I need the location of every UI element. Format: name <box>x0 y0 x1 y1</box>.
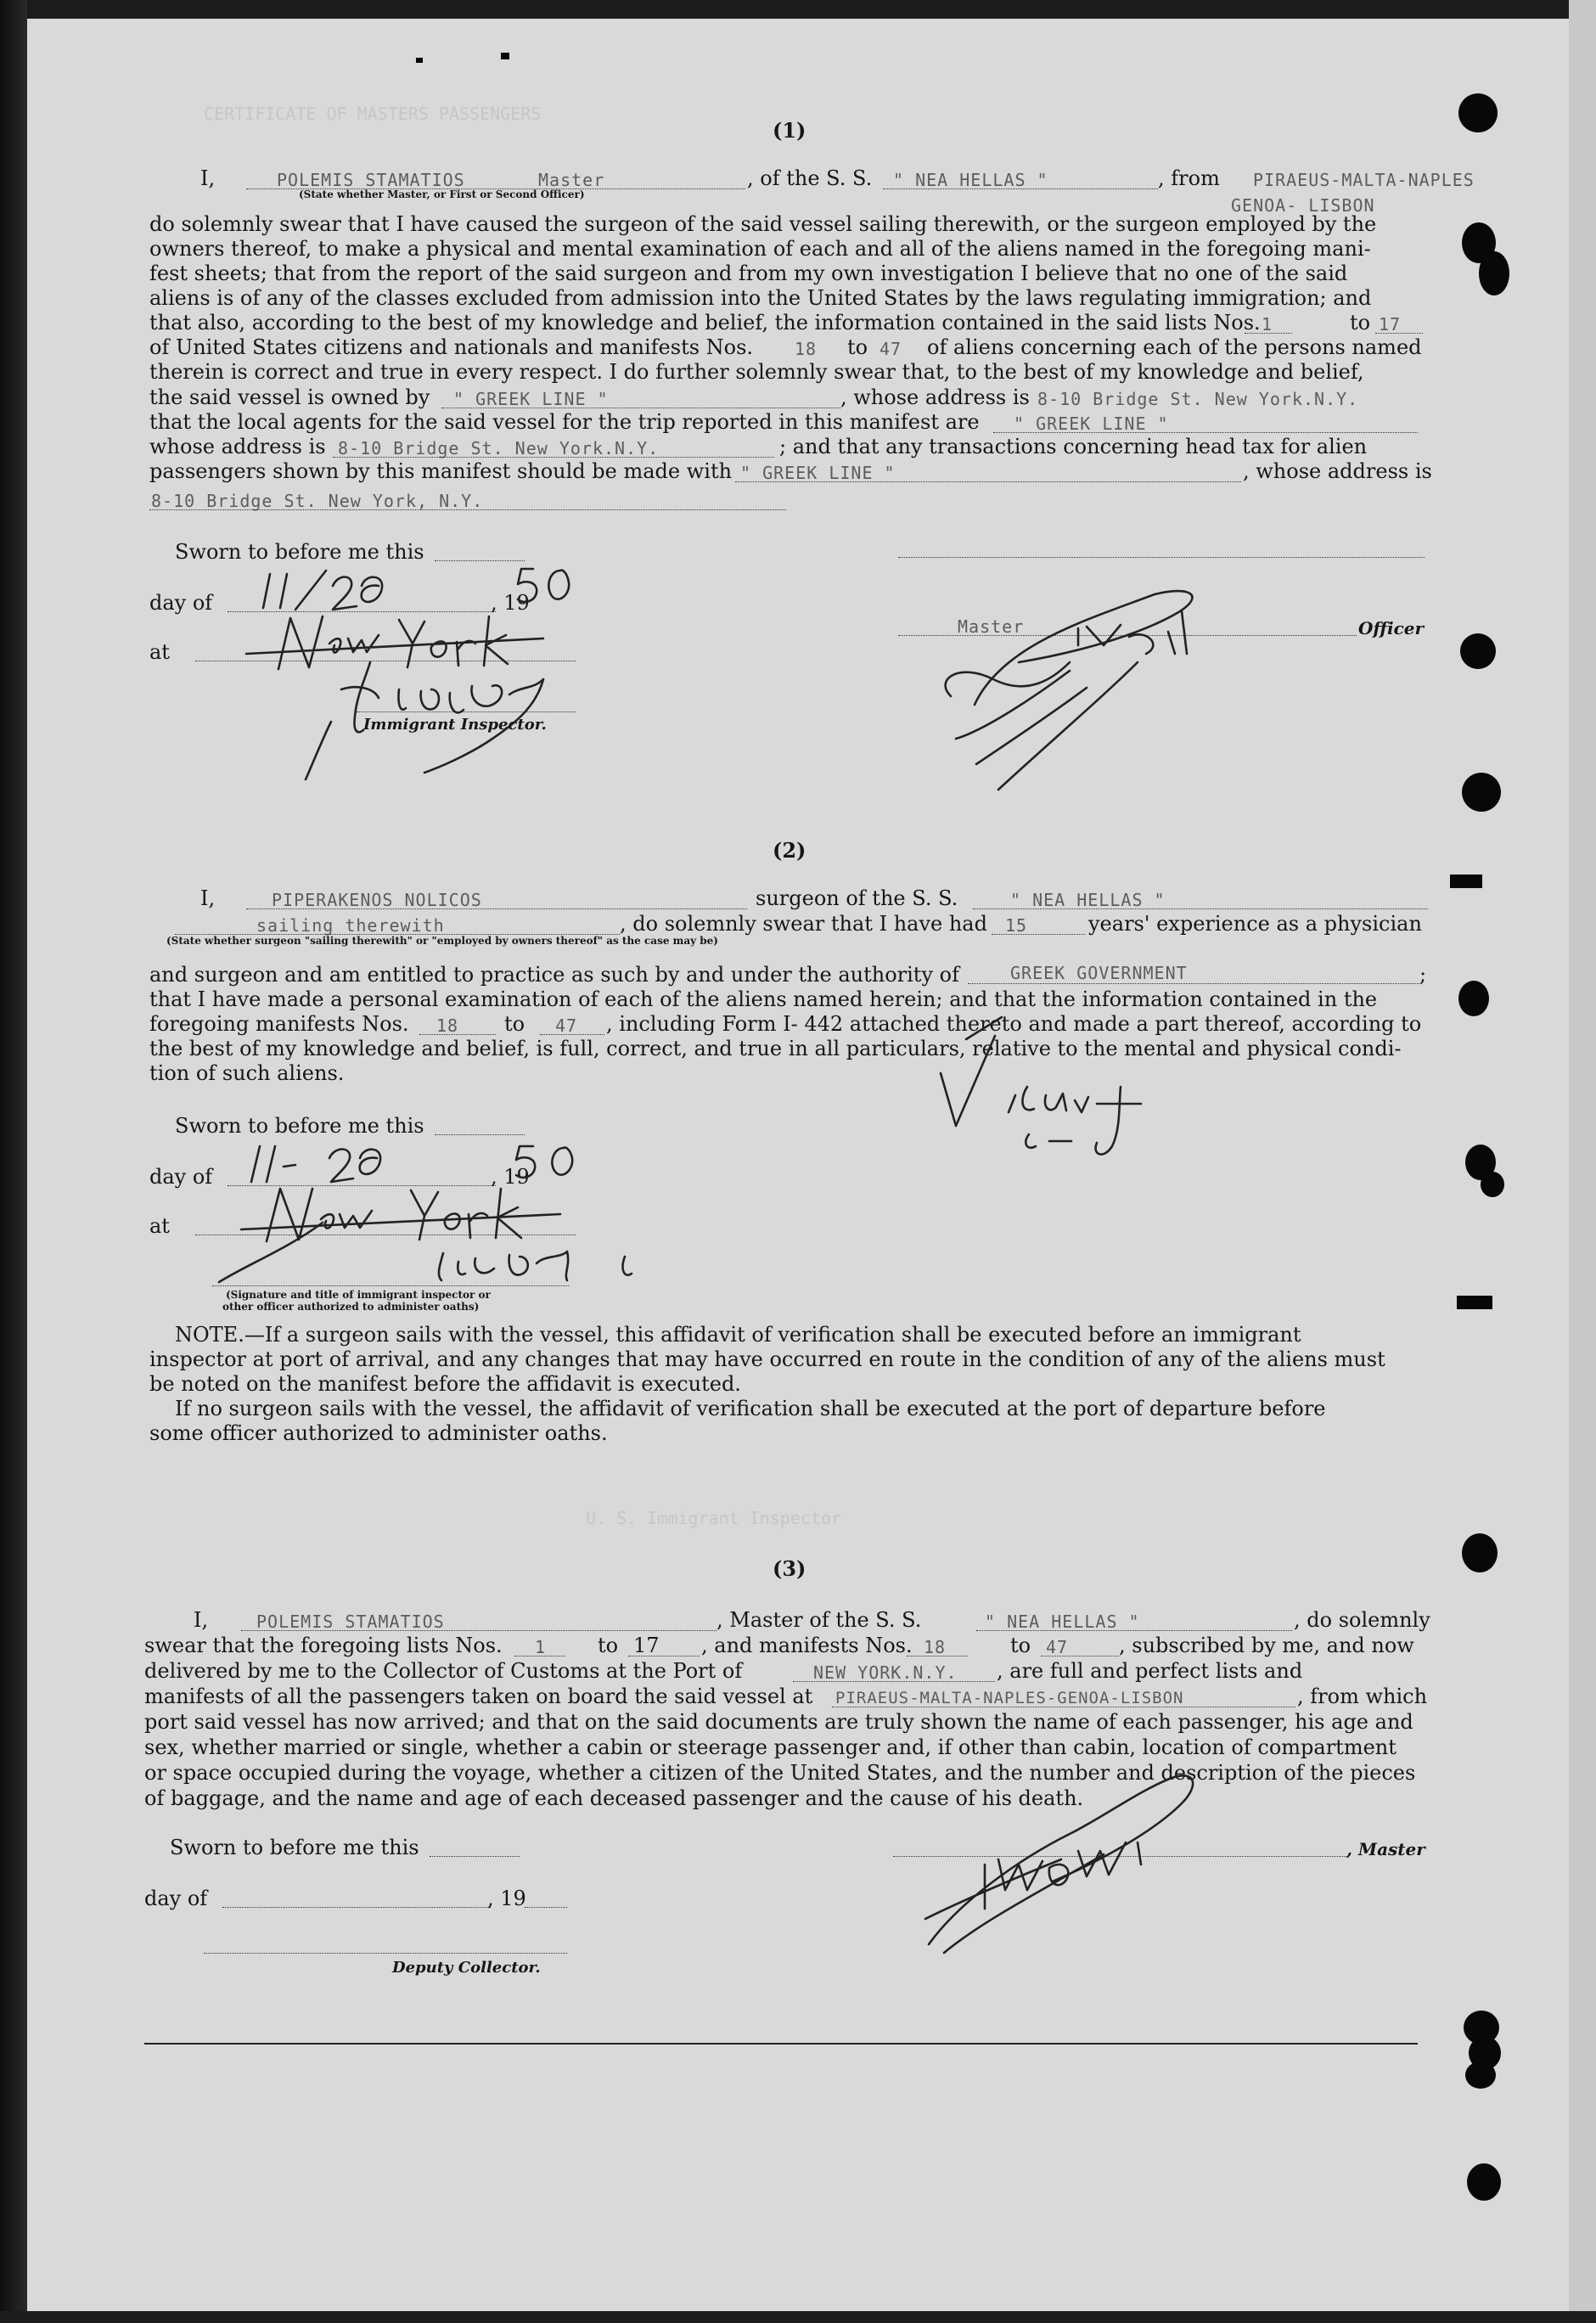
manifests-from-field: 18 <box>795 339 818 359</box>
paragraph-line: or space occupied during the voyage, whether a citizen of the United States, and the number and description of the pieces <box>144 1761 1416 1785</box>
officer-caption: Officer <box>1358 618 1425 638</box>
from-ports-field-2: GENOA- LISBON <box>1231 195 1375 216</box>
sailing-status-field: sailing therewith <box>256 915 445 936</box>
surgeon-signature <box>941 1036 1141 1155</box>
paragraph-line: years' experience as a physician <box>1088 912 1422 936</box>
note-line: be noted on the manifest before the affidavit is executed. <box>149 1372 741 1396</box>
manifests-to-field: 47 <box>555 1015 578 1036</box>
sworn-label: Sworn to before me this <box>170 1836 419 1859</box>
headtax-address-field: 8-10 Bridge St. New York, N.Y. <box>151 491 484 511</box>
paragraph-line: therein is correct and true in every respect. I do further solemnly swear that, to the best of my knowledge and belief, <box>149 360 1364 384</box>
paragraph-line: foregoing manifests Nos. <box>149 1012 409 1036</box>
paragraph-line: , subscribed by me, and now <box>1119 1634 1414 1657</box>
note-line: some officer authorized to administer oaths. <box>149 1421 608 1445</box>
master-signature <box>925 1775 1193 1953</box>
at-label: at <box>149 640 170 664</box>
paragraph-line: , from which <box>1297 1685 1428 1708</box>
day-of-label: day of <box>149 591 213 615</box>
paragraph-line: , are full and perfect lists and <box>997 1659 1303 1683</box>
manifests-from-field: 18 <box>436 1015 459 1036</box>
lists-to-field: 17 <box>633 1634 660 1657</box>
label-to: to <box>1350 311 1371 335</box>
note-line: If no surgeon sails with the vessel, the affidavit of verification shall be executed at the port of departure before <box>175 1397 1326 1420</box>
paragraph-line: surgeon of the S. S. <box>756 886 958 910</box>
paragraph-line: of United States citizens and nationals and manifests Nos. <box>149 335 754 359</box>
paragraph-line: , do solemnly swear that I have had <box>620 912 987 936</box>
handwritten-date-1-20 <box>263 571 382 610</box>
section-number: (2) <box>773 838 806 863</box>
paragraph-line: passengers shown by this manifest should be made with <box>149 459 733 483</box>
label-to: to <box>598 1634 619 1657</box>
note-line: NOTE.—If a surgeon sails with the vessel, this affidavit of verification shall be executed before an immigrant <box>175 1323 1301 1347</box>
from-ports-field: PIRAEUS-MALTA-NAPLES <box>1253 170 1475 190</box>
paragraph-line: delivered by me to the Collector of Customs at the Port of <box>144 1659 743 1683</box>
paragraph-line: sex, whether married or single, whether a cabin or steerage passenger and, if other than cabin, location of compartment <box>144 1735 1396 1759</box>
paragraph-line: owners thereof, to make a physical and mental examination of each and all of the aliens named in the foregoing mani- <box>149 237 1371 261</box>
section-number: (3) <box>773 1556 806 1581</box>
owner-address-field: 8-10 Bridge St. New York.N.Y. <box>1037 389 1359 409</box>
manifests-from-field: 18 <box>924 1637 947 1657</box>
bleed-through-inspector: U. S. Immigrant Inspector <box>586 1508 842 1528</box>
master-signature <box>946 591 1193 790</box>
label-to: to <box>504 1012 525 1036</box>
master-caption: , Master <box>1346 1839 1425 1859</box>
handwritten-year-50 <box>518 569 569 602</box>
handwritten-new-york <box>246 616 543 669</box>
from-ports-field: PIRAEUS-MALTA-NAPLES-GENOA-LISBON <box>835 1689 1184 1707</box>
master-name-field: POLEMIS STAMATIOS <box>277 170 465 190</box>
sworn-label: Sworn to before me this <box>175 1114 424 1138</box>
paragraph-line: of baggage, and the name and age of each deceased passenger and the cause of his death. <box>144 1786 1084 1810</box>
paragraph-line: , do solemnly <box>1294 1608 1430 1632</box>
paragraph-line: swear that the foregoing lists Nos. <box>144 1634 503 1657</box>
ship-name-field: " NEA HELLAS " <box>985 1611 1140 1632</box>
label-i: I, <box>194 1608 209 1632</box>
lists-to-field: 17 <box>1379 314 1402 335</box>
at-label: at <box>149 1214 170 1238</box>
owner-field: " GREEK LINE " <box>453 389 609 409</box>
year-prefix: , 19 <box>487 1887 526 1910</box>
ship-name-field: " NEA HELLAS " <box>1010 890 1166 910</box>
note-line: inspector at port of arrival, and any changes that may have occurred en route in the condition of any of the aliens must <box>149 1347 1385 1371</box>
manifests-to-field: 47 <box>1046 1637 1069 1657</box>
headtax-party-field: " GREEK LINE " <box>740 463 896 483</box>
officer-hint: (State whether Master, or First or Second Officer) <box>299 188 585 200</box>
paragraph-line: , including Form I- 442 attached thereto and made a part thereof, according to <box>606 1012 1422 1036</box>
paragraph-line: the said vessel is owned by <box>149 385 430 409</box>
paragraph-line: that also, according to the best of my knowledge and belief, the information contained in the said lists Nos. <box>149 311 1261 335</box>
paragraph-line: fest sheets; that from the report of the said surgeon and from my own investigation I believe that no one of the said <box>149 262 1348 285</box>
paragraph-line: , Master of the S. S. <box>717 1608 922 1632</box>
port-field: NEW YORK.N.Y. <box>813 1662 958 1683</box>
pen-slash <box>966 1017 1002 1039</box>
paragraph-line: whose address is <box>149 435 326 458</box>
years-field: 15 <box>1005 915 1028 936</box>
master-stamp: Master <box>958 616 1025 637</box>
label-to: to <box>1010 1634 1031 1657</box>
paragraph-line: that I have made a personal examination of each of the aliens named herein; and that the information contained in the <box>149 987 1378 1011</box>
officer-rank-field: Master <box>538 170 605 190</box>
day-of-label: day of <box>149 1165 213 1189</box>
master-name-field: POLEMIS STAMATIOS <box>256 1611 445 1632</box>
label-from: , from <box>1158 166 1220 190</box>
agents-field: " GREEK LINE " <box>1014 413 1169 434</box>
lists-from-field: 1 <box>1262 314 1273 335</box>
year-prefix: , 19 <box>491 1165 530 1189</box>
handwritten-date-11-20 <box>251 1146 380 1182</box>
year-prefix: , 19 <box>491 591 530 615</box>
paragraph-line: the best of my knowledge and belief, is full, correct, and true in all particulars, relative to the mental and physical condi- <box>149 1037 1402 1060</box>
inspector-signature <box>306 662 543 779</box>
surgeon-name-field: PIPERAKENOS NOLICOS <box>272 890 482 910</box>
inspector-caption: other officer authorized to administer oaths) <box>222 1301 480 1313</box>
status-hint: (State whether surgeon "sailing therewith" or "employed by owners thereof" as the case may be) <box>166 935 718 947</box>
handwritten-year-50 <box>516 1146 572 1178</box>
manifests-to-field: 47 <box>879 339 902 359</box>
paragraph-line: , whose address is <box>840 385 1030 409</box>
sworn-label: Sworn to before me this <box>175 540 424 564</box>
paragraph-line: that the local agents for the said vessel for the trip reported in this manifest are <box>149 410 980 434</box>
inspector-caption: Immigrant Inspector. <box>363 716 547 734</box>
paragraph-line: , whose address is <box>1243 459 1432 483</box>
label-i: I, <box>200 166 216 190</box>
section-number: (1) <box>773 118 806 143</box>
paragraph-line: port said vessel has now arrived; and that on the said documents are truly shown the name of each passenger, his age and <box>144 1710 1413 1734</box>
lists-from-field: 1 <box>535 1637 547 1657</box>
paragraph-line: tion of such aliens. <box>149 1061 345 1085</box>
paragraph-line: and surgeon and am entitled to practice as such by and under the authority of <box>149 963 959 987</box>
paragraph-line: do solemnly swear that I have caused the surgeon of the said vessel sailing therewith, or the surgeon employed by the <box>149 212 1377 236</box>
bleed-through-header: CERTIFICATE OF MASTERS PASSENGERS <box>204 104 542 124</box>
label-i: I, <box>200 886 216 910</box>
paragraph-line: of aliens concerning each of the persons named <box>927 335 1422 359</box>
paragraph-line: , and manifests Nos. <box>701 1634 913 1657</box>
agents-address-field: 8-10 Bridge St. New York.N.Y. <box>338 438 660 458</box>
day-of-label: day of <box>144 1887 208 1910</box>
punct: ; <box>1419 963 1427 987</box>
authority-field: GREEK GOVERNMENT <box>1010 963 1188 983</box>
label-to: to <box>847 335 868 359</box>
handwritten-new-york <box>241 1189 560 1241</box>
ship-name-field: " NEA HELLAS " <box>893 170 1048 190</box>
paragraph-line: aliens is of any of the classes excluded from admission into the United States by the laws regulating immigration; and <box>149 286 1372 310</box>
collector-caption: Deputy Collector. <box>392 1959 541 1977</box>
inspector-caption: (Signature and title of immigrant inspector or <box>226 1289 491 1301</box>
paragraph-line: ; and that any transactions concerning head tax for alien <box>779 435 1368 458</box>
label-of-ss: , of the S. S. <box>747 166 873 190</box>
paragraph-line: manifests of all the passengers taken on board the said vessel at <box>144 1685 813 1708</box>
inspector-signature <box>219 1223 632 1282</box>
